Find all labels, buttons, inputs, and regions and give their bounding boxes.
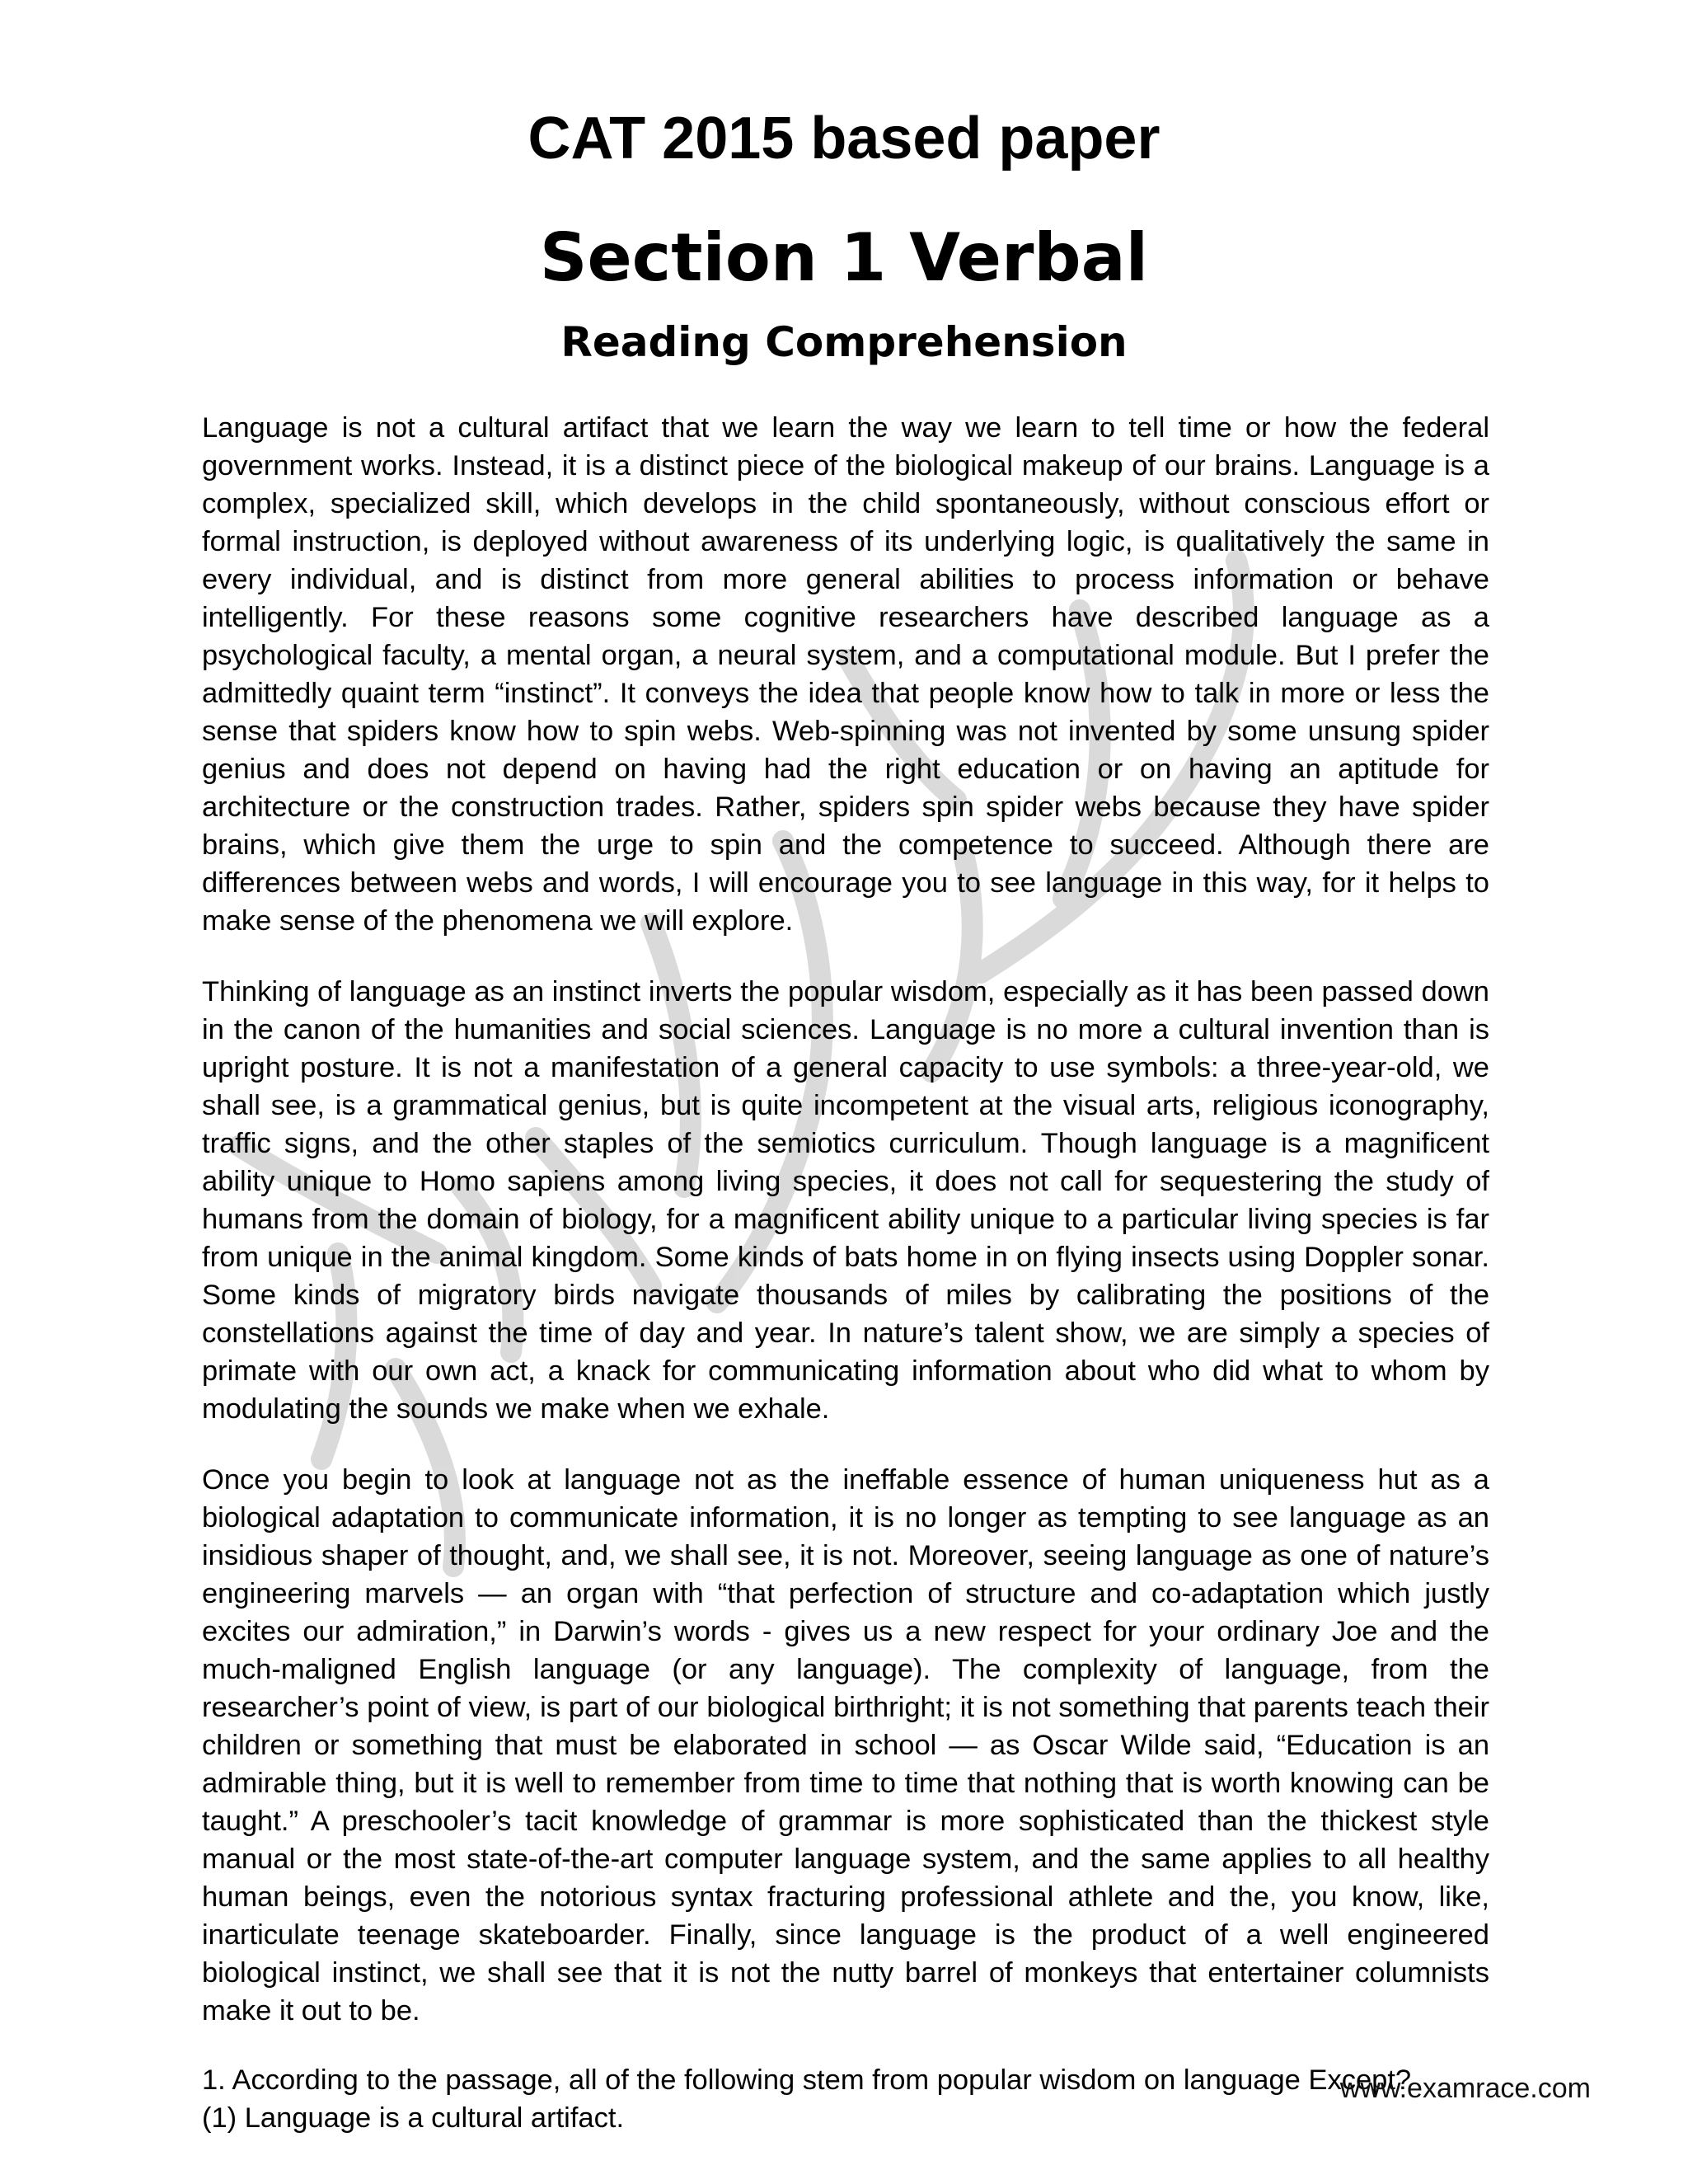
subsection-title: Reading Comprehension [560, 318, 1128, 366]
main-title: CAT 2015 based paper [528, 106, 1160, 171]
question-1-text: 1. According to the passage, all of the following stem from popular wisdom on language Except? [202, 2064, 1412, 2096]
passage-paragraph-2: Thinking of language as an instinct inverts the popular wisdom, especially as it has been passed down in the canon of the humanities and social sciences. Language is no more a cultural invention than is upright posture. It is not a manifestation of a general capacity to use symbols: a three-year-old, we shall see, is a grammatical genius, but is quite incompetent at the visual arts, religious iconography, traffic signs, and the other staples of the semiotics curriculum. Though language is a magnificent ability unique to Homo sapiens among living species, it does not call for sequestering the study of humans from the domain of biology, for a magnificent ability unique to a particular living species is far from unique in the animal kingdom. Some kinds of bats home in on flying insects using Doppler sonar. Some kinds of migratory birds navigate thousands of miles by calibrating the positions of the constellations against the time of day and year. In nature’s talent show, we are simply a species of primate with our own act, a knack for communicating information about who did what to whom by modulating the sounds we make when we exhale. [202, 976, 1489, 1425]
question-1-option-1: (1) Language is a cultural artifact. [202, 2102, 625, 2134]
watermark-url: www.examrace.com [1339, 2073, 1591, 2104]
passage-paragraph-1: Language is not a cultural artifact that we learn the way we learn to tell time or how the federal government works. Instead, it is a distinct piece of the biological makeup of our brains. Language is a complex, specialized skill, which develops in the child spontaneously, without conscious effort or formal instruction, is deployed without awareness of its underlying logic, is qualitatively the same in every individual, and is distinct from more general abilities to process information or behave intelligently. For these reasons some cognitive researchers have described language as a psychological faculty, a mental organ, a neural system, and a computational module. But I prefer the admittedly quaint term “instinct”. It conveys the idea that people know how to talk in more or less the sense that spiders know how to spin webs. Web-spinning was not invented by some unsung spider genius and does not depend on having had the right education or on having an aptitude for architecture or the construction trades. Rather, spiders spin spider webs because they have spider brains, which give them the urge to spin and the competence to succeed. Although there are differences between webs and words, I will encourage you to see language in this way, for it helps to make sense of the phenomena we will explore. [202, 412, 1489, 937]
section-title: Section 1 Verbal [539, 219, 1149, 296]
passage-paragraph-3: Once you begin to look at language not as the ineffable essence of human uniqueness hut as a biological adaptation to communicate information, it is no longer as tempting to see language as an insidious shaper of thought, and, we shall see, it is not. Moreover, seeing language as one of nature’s engineering marvels — an organ with “that perfection of structure and co-adaptation which justly excites our admiration,” in Darwin’s words - gives us a new respect for your ordinary Joe and the much-maligned English language (or any language). The complexity of language, from the researcher’s point of view, is part of our biological birthright; it is not something that parents teach their children or something that must be elaborated in school — as Oscar Wilde said, “Education is an admirable thing, but it is well to remember from time to time that nothing that is worth knowing can be taught.” A preschooler’s tacit knowledge of grammar is more sophisticated than the thickest style manual or the most state-of-the-art computer language system, and the same applies to all healthy human beings, even the notorious syntax fracturing professional athlete and the, you know, like, inarticulate teenage skateboarder. Finally, since language is the product of a well engineered biological instinct, we shall see that it is not the nutty barrel of monkeys that entertainer columnists make it out to be. [202, 1464, 1489, 2027]
